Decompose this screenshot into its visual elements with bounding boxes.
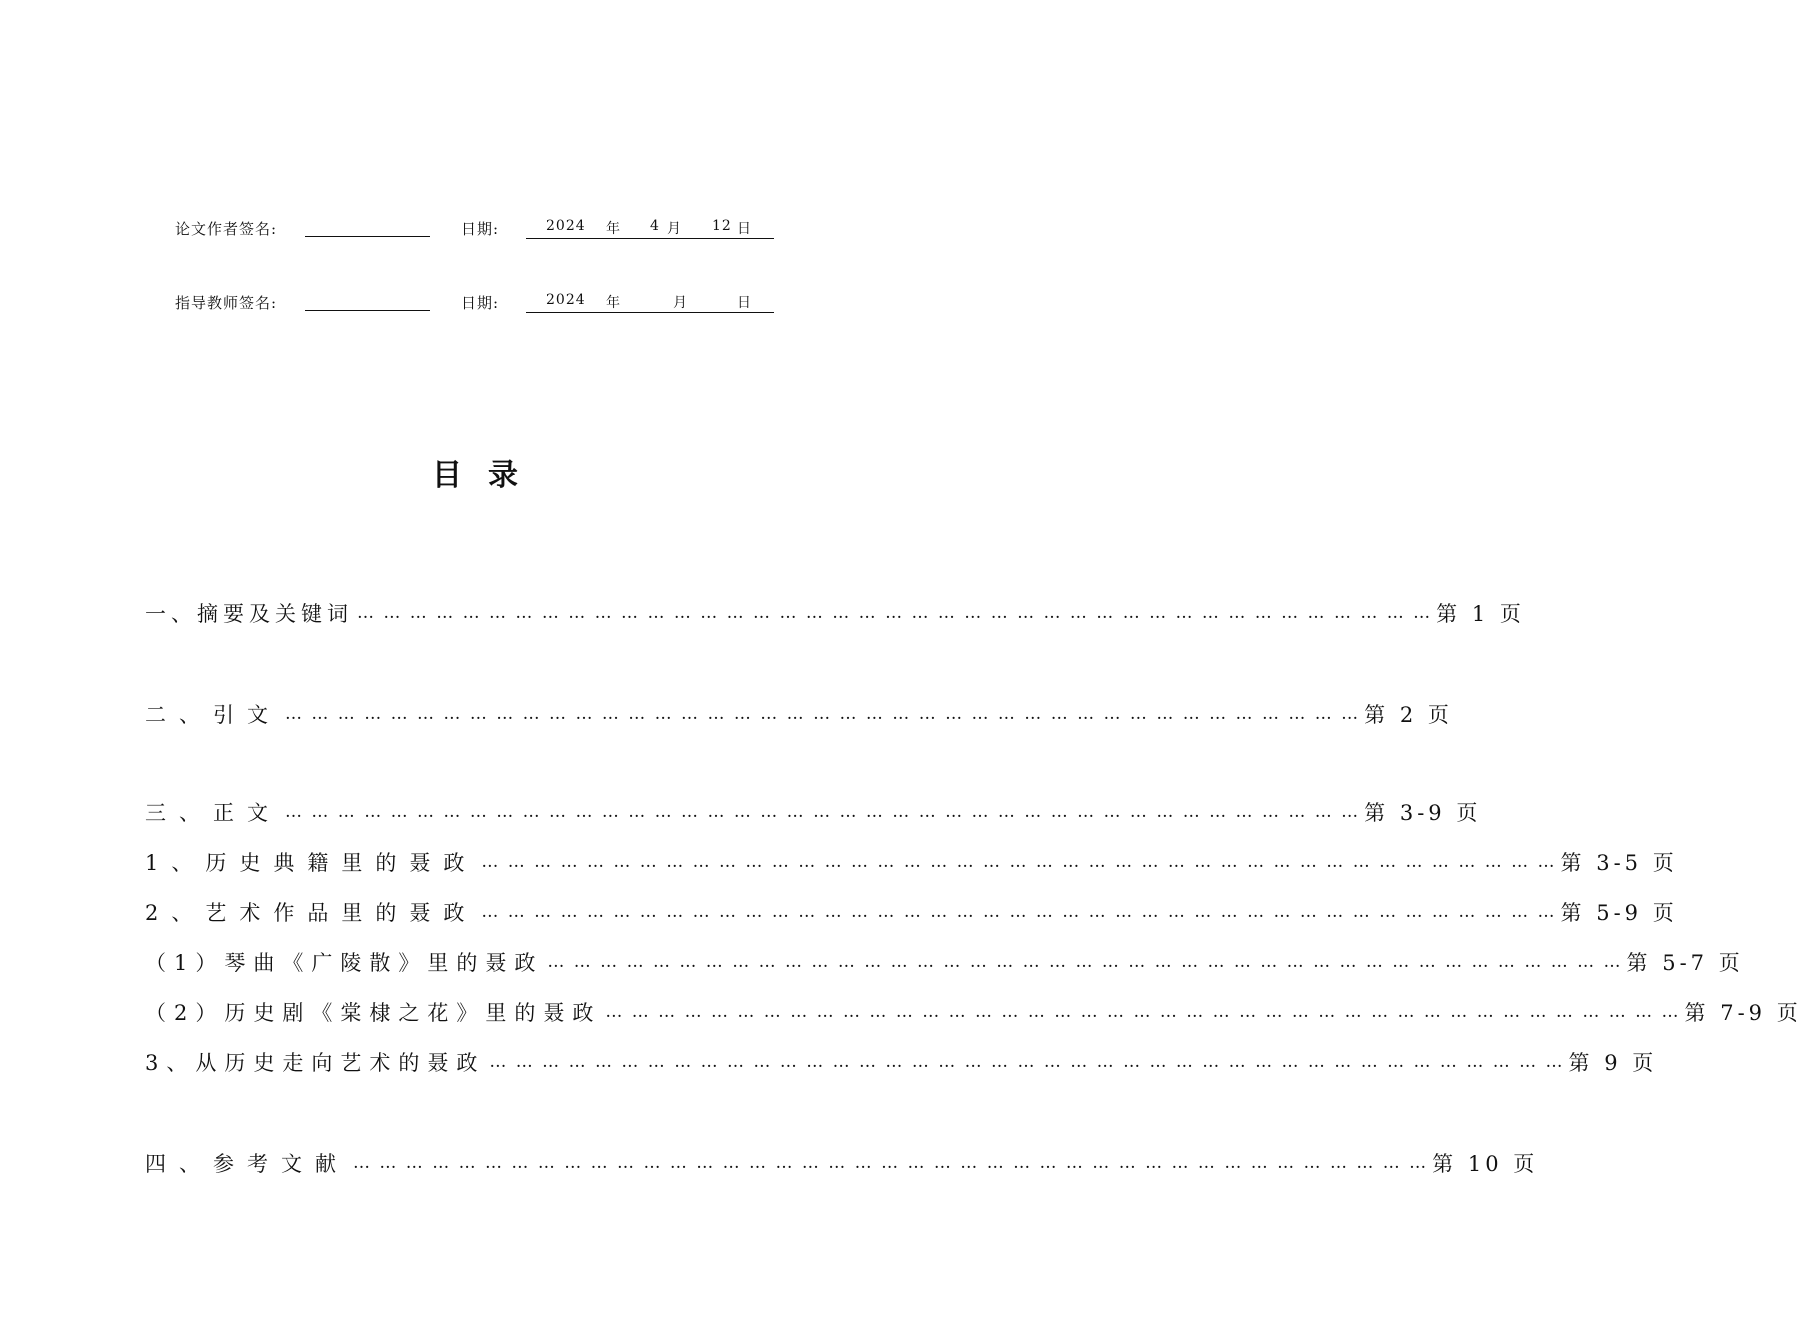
advisor-date-month-unit: 月 [673,295,688,311]
toc-leader: … … … … … … … … … … … … … … … … … … … … … … … … … … … … … … … … … … … … … … … … … [489,1052,1565,1072]
toc-entry-label: 一、摘要及关键词 [145,602,353,626]
advisor-date-day-unit: 日 [737,295,752,311]
toc-entry[interactable] [145,797,1482,827]
advisor-date-label: 日期: [461,294,500,312]
toc-leader: … … … … … … … … … … … … … … … … … … … … … … … … … … … … … … … … … … … … … … … … … [353,1153,1429,1173]
toc-leader: … … … … … … … … … … … … … … … … … … … … … … … … … … … … … … … … … … … … … … … … … [605,1002,1681,1022]
author-date-year-unit: 年 [606,221,621,237]
author-date-day-unit: 日 [737,221,752,237]
toc-entry-page: 第 5-9 页 [1560,901,1678,925]
toc-leader: … … … … … … … … … … … … … … … … … … … … … … … … … … … … … … … … … … … … … … … … … [285,704,1361,724]
toc-entry-label: 三、正文 [145,801,281,825]
author-date-month: 4 [650,218,660,234]
toc-entry-label: 2、艺术作品里的聂政 [145,901,478,925]
toc-entry-page: 第 5-7 页 [1626,951,1744,975]
toc-entry-page: 第 10 页 [1432,1152,1539,1176]
toc-entry-page: 第 9 页 [1568,1051,1658,1075]
toc-entry-label: 3、从历史走向艺术的聂政 [145,1051,486,1075]
toc-entry-page: 第 7-9 页 [1684,1001,1802,1025]
toc-entry[interactable] [145,1148,1539,1178]
toc-entry[interactable] [145,897,1678,927]
toc-entry[interactable] [145,699,1453,729]
advisor-date-field[interactable] [526,292,774,313]
toc-entry[interactable] [145,847,1678,877]
toc-entry-page: 第 3-9 页 [1364,801,1482,825]
author-date-year: 2024 [546,218,586,234]
author-date-day: 12 [712,218,732,234]
toc-entry[interactable] [145,947,1744,977]
toc-title: 目录 [432,458,544,493]
toc-entry-label: （1）琴曲《广陵散》里的聂政 [145,951,544,975]
toc-leader: … … … … … … … … … … … … … … … … … … … … … … … … … … … … … … … … … … … … … … … … … [285,802,1361,822]
toc-entry-label: 二、引文 [145,703,281,727]
toc-entry[interactable] [145,1047,1658,1077]
toc-entry-page: 第 3-5 页 [1560,851,1678,875]
author-date-label: 日期: [461,220,500,238]
author-signature-blank[interactable] [305,218,430,237]
advisor-date-year-unit: 年 [606,295,621,311]
toc-entry[interactable] [145,997,1802,1027]
toc-entry[interactable] [145,598,1525,628]
advisor-date-year: 2024 [546,292,586,308]
toc-leader: … … … … … … … … … … … … … … … … … … … … … … … … … … … … … … … … … … … … … … … … … [547,952,1623,972]
toc-entry-label: 四、参考文献 [145,1152,349,1176]
toc-entry-page: 第 1 页 [1436,602,1525,626]
toc-leader: … … … … … … … … … … … … … … … … … … … … … … … … … … … … … … … … … … … … … … … … … [357,603,1433,623]
toc-leader: … … … … … … … … … … … … … … … … … … … … … … … … … … … … … … … … … … … … … … … … … [481,902,1557,922]
advisor-signature-blank[interactable] [305,292,430,311]
advisor-signature-label: 指导教师签名: [175,294,278,312]
toc-entry-label: （2）历史剧《棠棣之花》里的聂政 [145,1001,602,1025]
toc-entry-page: 第 2 页 [1364,703,1453,727]
toc-entry-label: 1、历史典籍里的聂政 [145,851,478,875]
author-date-field[interactable] [526,218,774,239]
author-date-month-unit: 月 [667,221,682,237]
toc-leader: … … … … … … … … … … … … … … … … … … … … … … … … … … … … … … … … … … … … … … … … … [481,852,1557,872]
author-signature-label: 论文作者签名: [175,220,278,238]
